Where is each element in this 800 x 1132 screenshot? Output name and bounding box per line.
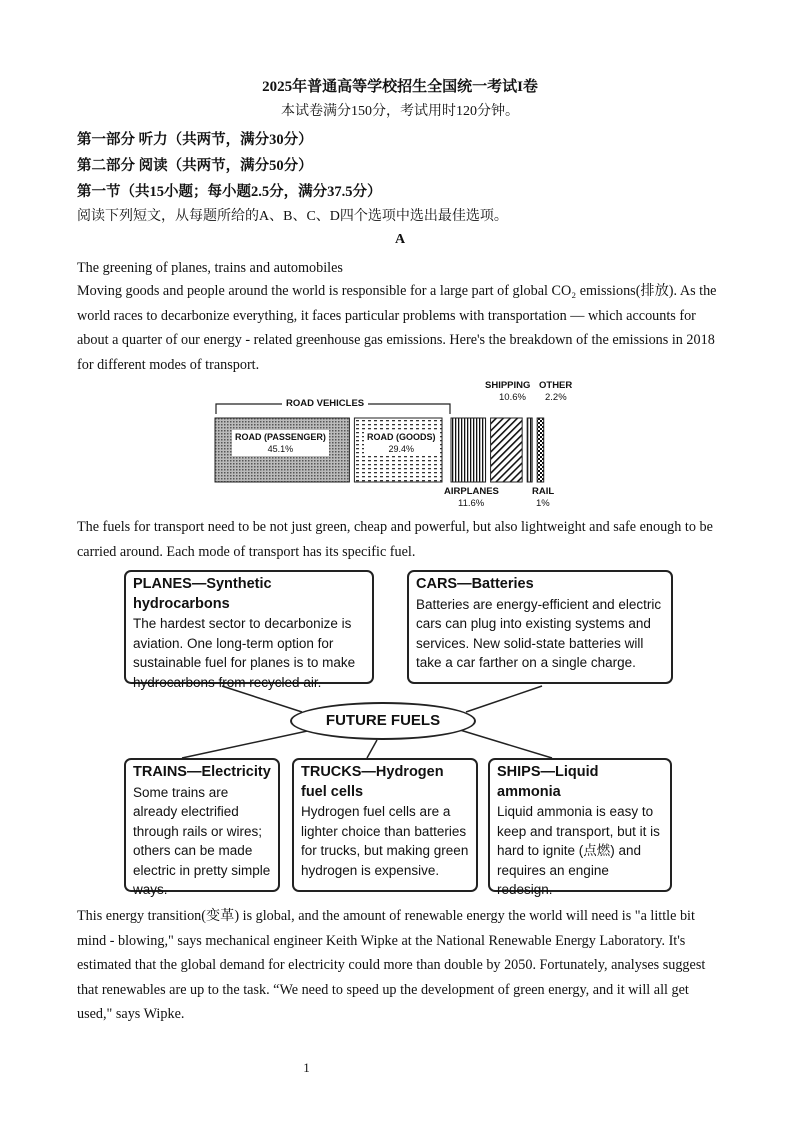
section-one-heading: 第一节（共15小题；每小题2.5分，满分37.5分） [77, 184, 382, 200]
trucks-title: TRUCKS—Hydrogen fuel cells [301, 764, 444, 800]
bar-value-rail: 1% [536, 498, 550, 509]
instruction: 阅读下列短文，从每题所给的A、B、C、D四个选项中选出最佳选项。 [77, 209, 508, 224]
bar-value-airplanes: 11.6% [458, 498, 485, 509]
exam-subtitle: 本试卷满分150分，考试用时120分钟。 [281, 104, 519, 119]
road-vehicles-label: ROAD VEHICLES [282, 398, 368, 409]
bar-label-road-goods: ROAD (GOODS) 29.4% [364, 430, 439, 456]
bar-shipping [491, 418, 523, 482]
trains-box [124, 758, 280, 897]
bar-label-road-passenger: ROAD (PASSENGER) 45.1% [232, 430, 329, 456]
trains-text: Some trains are already electrified through rails or wires; others can be made electric in pretty simple ways. [133, 784, 271, 897]
ships-title: SHIPS—Liquid ammonia [497, 764, 599, 800]
cars-text: Batteries are energy-efficient and electric cars can plug into existing systems and services. New solid-state batteries will take a car farther on a single charge. [416, 596, 662, 670]
future-fuels-oval: FUTURE FUELS [290, 702, 476, 740]
ships-text: Liquid ammonia is easy to keep and transport, but it is hard to ignite (点燃) and requires an engine redesign. [497, 804, 660, 897]
trains-title: TRAINS—Electricity [133, 764, 271, 780]
paragraph-3: This energy transition(变革) is global, and the amount of renewable energy the world will need is "a little bit mind - blowing," says mechanical engineer Keith Wipke at the National Renewable Energy Laboratory. It's estimated that the global demand for electricity could more than double by 2050. Fortunately, analyses suggest that renewables are up to the task. “We need to speed up the development of green energy, and it will all get used," says Wipke. [77, 908, 706, 1023]
bar-label-other: OTHER [539, 380, 573, 391]
bar-value-shipping: 10.6% [499, 392, 526, 403]
bar-label-rail: RAIL [532, 486, 555, 497]
bar-label-airplanes: AIRPLANES [444, 486, 499, 497]
ships-box [488, 758, 672, 897]
trucks-box [292, 758, 478, 892]
cars-title: CARS—Batteries [416, 576, 534, 592]
trucks-text: Hydrogen fuel cells are a lighter choice than batteries for trucks, but making green hydrogen is expensive. [301, 804, 469, 878]
page-number: 1 [303, 1060, 310, 1075]
future-fuels-diagram [122, 568, 674, 896]
part-two-heading: 第二部分 阅读（共两节，满分50分） [77, 158, 313, 174]
part-one-heading: 第一部分 听力（共两节，满分30分） [77, 132, 313, 148]
passage-title: The greening of planes, trains and automobiles [77, 260, 343, 276]
paragraph-1: Moving goods and people around the world is responsible for a large part of global CO₂ emissions(排放). As the world races to decarbonize everything, it faces particular problems with transportation — which accounts for about a quarter of our energy - related greenhouse gas emissions. Here's the breakdown of the emissions in 2018 for different modes of transport. [77, 283, 717, 373]
bar-other [537, 418, 544, 482]
exam-title: 2025年普通高等学校招生全国统一考试I卷 [262, 79, 538, 95]
planes-title: PLANES—Synthetic hydrocarbons [133, 576, 272, 612]
paragraph-2: The fuels for transport need to be not just green, cheap and powerful, but also lightweight and safe enough to be carried around. Each mode of transport has its specific fuel. [77, 519, 713, 560]
emissions-chart [212, 376, 592, 510]
bar-label-shipping: SHIPPING [485, 380, 531, 391]
planes-text: The hardest sector to decarbonize is aviation. One long-term option for sustainable fuel for planes is to make hydrocarbons from recycled air. [133, 616, 356, 690]
bar-airplanes [451, 418, 486, 482]
bar-value-other: 2.2% [545, 392, 567, 403]
cars-box [407, 570, 673, 684]
passage-letter: A [394, 232, 406, 247]
bar-rail [527, 418, 532, 482]
planes-box [124, 570, 374, 690]
